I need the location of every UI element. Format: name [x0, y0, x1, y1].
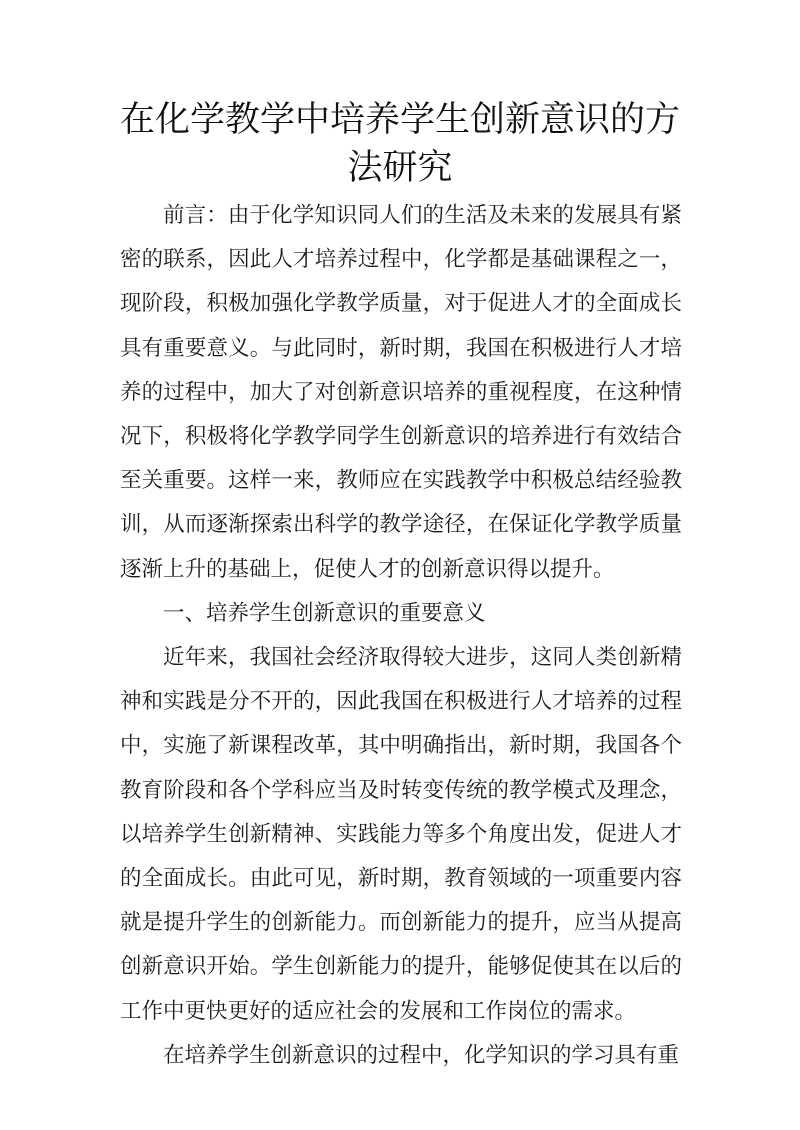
paragraph-continued: 在培养学生创新意识的过程中，化学知识的学习具有重 — [163, 1042, 680, 1068]
paragraph-significance: 近年来，我国社会经济取得较大进步，这同人类创新精神和实践是分不开的，因此我国在积极进行人才培养的过程中，实施了新课程改革，其中明确指出，新时期，我国各个教育阶段和各个学科应当及时转变传统的教学模式及理念，以培养学生创新精神、实践能力等多个角度出发，促进人才的全面成长。由此可见，新时期，教育领域的一项重要内容就是提升学生的创新能力。而创新能力的提升，应当从提高创新意识开始。学生创新能力的提升，能够促使其在以后的工作中更快更好的适应社会的发展和工作岗位的需求。 — [120, 645, 682, 1024]
document-title: 在化学教学中培养学生创新意识的方法研究 — [119, 100, 680, 188]
paragraph-preface: 前言：由于化学知识同人们的生活及未来的发展具有紧密的联系，因此人才培养过程中，化学都是基础课程之一，现阶段，积极加强化学教学质量，对于促进人才的全面成长具有重要意义。与此同时，新时期，我国在积极进行人才培养的过程中，加大了对创新意识培养的重视程度，在这种情况下，积极将化学教学同学生创新意识的培养进行有效结合至关重要。这样一来，教师应在实践教学中积极总结经验教训，从而逐渐探索出科学的教学途径，在保证化学教学质量逐渐上升的基础上，促使人才的创新意识得以提升。 — [120, 203, 682, 582]
document-body — [120, 194, 682, 1078]
section-heading-1: 一、培养学生创新意识的重要意义 — [163, 600, 486, 626]
